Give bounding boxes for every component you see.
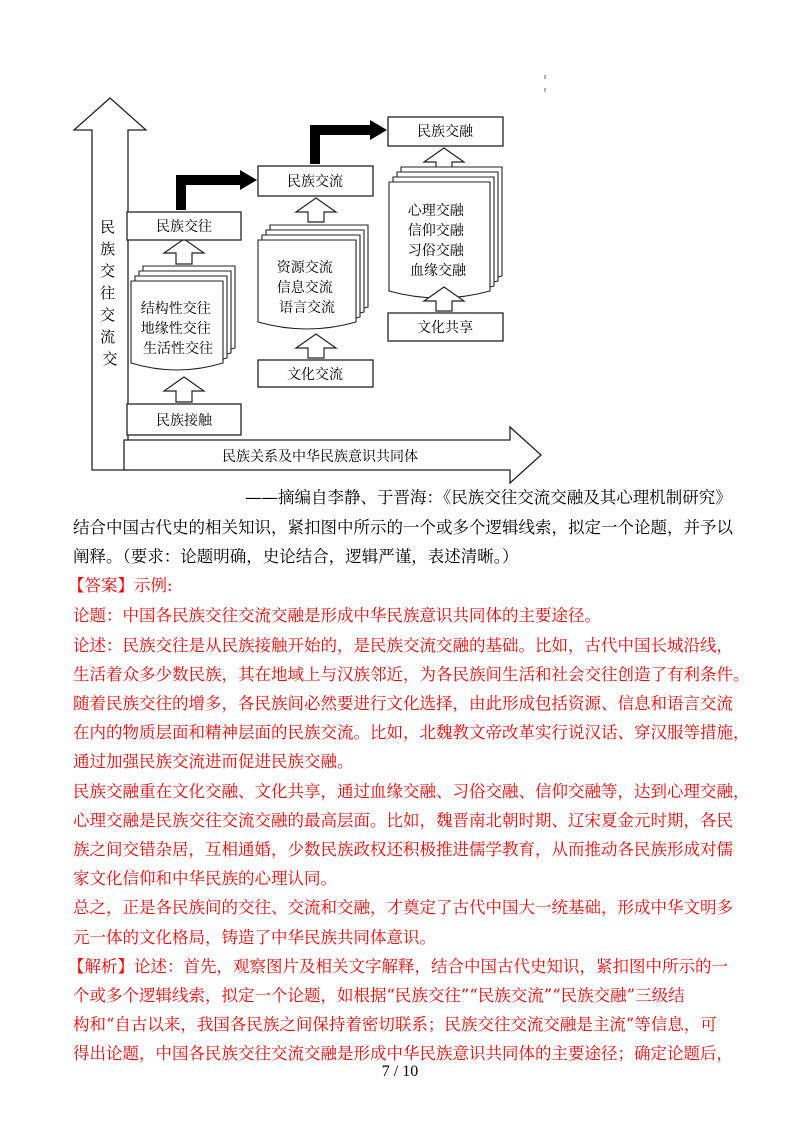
answer-line: 随着民族交往的增多，各民族间必然要进行文化选择，由此形成包括资源、信息和语言交流 <box>73 694 733 713</box>
progression-arrow-2 <box>315 130 372 164</box>
answer-line: 生活着众多少数民族，其在地域上与汉族邻近，为各民族间生活和社会交往创造了有利条件。 <box>73 665 750 684</box>
interaction-doc-text: 结构性交往 地缘性交往 生活性交往 <box>140 301 213 357</box>
answer-intro: 示例: <box>134 576 173 595</box>
answer-line: 民族交融重在文化交融、文化共享，通过血缘交融、习俗交融、信仰交融等，达到心理交融， <box>73 782 750 801</box>
answer-line: 在内的物质层面和精神层面的民族交流。比如，北魏教文帝改革实行说汉话、穿汉服等措施， <box>73 723 750 742</box>
analysis-tag: 【解析】 <box>68 957 134 976</box>
answer-line: 通过加强民族交流进而促进民族交融。 <box>73 752 354 771</box>
cultural-sharing-box-label: 文化共享 <box>417 320 473 336</box>
answer-line: 心理交融是民族交往交流交融的最高层面。比如，魏晋南北朝时期、辽宋夏金元时期，各民 <box>73 811 733 830</box>
answer-line: 族之间交错杂居，互相通婚，少数民族政权还积极推进儒学教育，从而推动各民族形成对儒 <box>73 840 733 859</box>
answer-tag: 【答案】 <box>68 576 134 595</box>
culture-exchange-box-label: 文化交流 <box>287 367 343 383</box>
answer-line: 总之，正是各民族间的交往、交流和交融，才奠定了古代中国大一统基础，形成中华文明多 <box>73 898 733 917</box>
answer-line: 论题：中国各民族交往交流交融是形成中华民族意识共同体的主要途径。 <box>73 606 601 625</box>
analysis-first-line: 论述：首先，观察图片及相关文字解释，结合中国古代史知识，紧扣图中所示的一 <box>134 957 728 976</box>
analysis-line-1 <box>68 955 728 979</box>
analysis-line: 得出论题，中国各民族交往交流交融是形成中华民族意识共同体的主要途径；确定论题后， <box>73 1044 733 1063</box>
horizontal-axis-label: 民族关系及中华民族意识共同体 <box>222 449 418 465</box>
answer-line: 家文化信仰和中华民族的心理认同。 <box>73 869 337 888</box>
question-line-1: 结合中国古代史的相关知识，紧扣图中所示的一个或多个逻辑线索，拟定一个论题，并予以 <box>73 518 733 537</box>
up-arrow-interaction <box>164 239 204 264</box>
up-arrow-exchange <box>296 198 336 222</box>
answer-line: 元一体的文化格局，铸造了中华民族共同体意识。 <box>73 928 436 947</box>
analysis-line: 个或多个逻辑线索，拟定一个论题，如根据“民族交往”“民族交流”“民族交融”三级结 <box>73 986 685 1005</box>
exchange-box-label: 民族交流 <box>287 174 343 190</box>
vertical-axis-label: 民 族 交 往 交 流 交 <box>100 218 118 368</box>
question-line-2: 阐释。（要求：论题明确，史论结合，逻辑严谨，表述清晰。） <box>73 547 519 566</box>
up-arrow-culture <box>296 334 336 358</box>
progression-arrow-1 <box>181 180 242 210</box>
integration-box-label: 民族交融 <box>417 124 473 140</box>
page-number: 7 / 10 <box>381 1063 419 1080</box>
exchange-doc-text: 资源交流 信息交流 语言交流 <box>276 260 335 316</box>
answer-line: 论述：民族交往是从民族接触开始的，是民族交流交融的基础。比如，古代中国长城沿线， <box>73 636 733 655</box>
integration-doc-text: 心理交融 信仰交融 习俗交融 血缘交融 <box>407 203 466 279</box>
contact-box-label: 民族接触 <box>156 413 212 429</box>
interaction-box-label: 民族交往 <box>156 219 212 235</box>
source-citation: ——摘编自李静、于晋海：《民族交往交流交融及其心理机制研究》 <box>245 488 732 507</box>
up-arrow-contact <box>164 377 204 402</box>
analysis-line: 构和“自古以来，我国各民族之间保持着密切联系；民族交往交流交融是主流”等信息，可 <box>73 1015 717 1034</box>
ethnic-relations-diagram <box>0 0 800 500</box>
answer-header <box>68 574 728 598</box>
